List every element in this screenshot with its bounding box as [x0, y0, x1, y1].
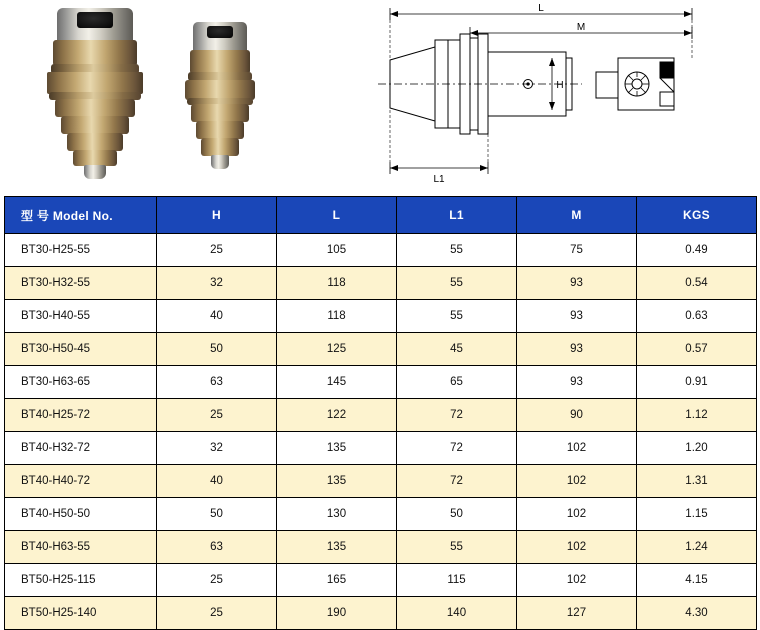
holder-taper-4 [73, 150, 117, 166]
cell-h: 40 [157, 300, 277, 333]
cell-model: BT40-H25-72 [5, 399, 157, 432]
cell-model: BT40-H50-50 [5, 498, 157, 531]
cell-l: 122 [277, 399, 397, 432]
table-row [5, 333, 757, 366]
header-l: L [277, 197, 397, 234]
cell-h: 25 [157, 234, 277, 267]
cell-model: BT40-H40-72 [5, 465, 157, 498]
cell-l: 135 [277, 531, 397, 564]
cell-kgs: 0.54 [637, 267, 757, 300]
cell-kgs: 0.91 [637, 366, 757, 399]
product-photo-small [165, 20, 275, 180]
table-header-row [5, 197, 757, 234]
cell-l: 125 [277, 333, 397, 366]
header-kgs: KGS [637, 197, 757, 234]
table-row [5, 300, 757, 333]
cell-m: 102 [517, 564, 637, 597]
cell-l: 135 [277, 465, 397, 498]
cell-h: 25 [157, 399, 277, 432]
cell-kgs: 1.20 [637, 432, 757, 465]
cell-h: 50 [157, 498, 277, 531]
cell-h: 40 [157, 465, 277, 498]
cell-model: BT50-H25-140 [5, 597, 157, 630]
spec-table-wrapper [4, 196, 756, 630]
cell-kgs: 0.49 [637, 234, 757, 267]
cell-m: 93 [517, 366, 637, 399]
cell-l1: 55 [397, 531, 517, 564]
cell-h: 32 [157, 267, 277, 300]
cell-m: 75 [517, 234, 637, 267]
cell-m: 102 [517, 498, 637, 531]
cell-l1: 65 [397, 366, 517, 399]
illustration-area [0, 0, 760, 190]
cell-model: BT30-H32-55 [5, 267, 157, 300]
cell-l: 145 [277, 366, 397, 399]
cell-m: 93 [517, 267, 637, 300]
cell-h: 50 [157, 333, 277, 366]
dim-label-H: H [556, 80, 564, 91]
holder-flange [47, 72, 143, 94]
table-row [5, 465, 757, 498]
cell-h: 63 [157, 366, 277, 399]
cutter-bore [632, 79, 642, 89]
product-photos [0, 0, 360, 190]
technical-drawing [360, 0, 760, 190]
cell-model: BT30-H40-55 [5, 300, 157, 333]
cell-l: 190 [277, 597, 397, 630]
holder2-body-upper [190, 50, 250, 74]
table-row [5, 531, 757, 564]
spec-table-body [5, 234, 757, 630]
cell-l1: 72 [397, 432, 517, 465]
holder-taper-3 [67, 133, 123, 151]
cell-l: 105 [277, 234, 397, 267]
cell-h: 63 [157, 531, 277, 564]
holder-bore-hole [77, 12, 113, 28]
cell-l1: 55 [397, 234, 517, 267]
table-row [5, 234, 757, 267]
header-m: M [517, 197, 637, 234]
holder-taper-1 [55, 99, 135, 117]
product-photo-large [30, 8, 160, 180]
cell-l1: 115 [397, 564, 517, 597]
cell-l: 135 [277, 432, 397, 465]
dim-label-L: L [538, 3, 544, 14]
cell-m: 127 [517, 597, 637, 630]
cell-m: 93 [517, 300, 637, 333]
cell-kgs: 0.57 [637, 333, 757, 366]
cell-h: 32 [157, 432, 277, 465]
table-row [5, 597, 757, 630]
dim-label-M: M [576, 22, 586, 33]
holder2-taper-1 [191, 104, 249, 122]
table-row [5, 498, 757, 531]
cell-l1: 72 [397, 465, 517, 498]
cell-model: BT30-H63-65 [5, 366, 157, 399]
holder2-taper-2 [196, 121, 244, 139]
cell-kgs: 1.31 [637, 465, 757, 498]
spec-table [4, 196, 757, 630]
holder-body-upper [53, 40, 137, 66]
table-row [5, 432, 757, 465]
cell-l1: 45 [397, 333, 517, 366]
drawing-svg [360, 0, 760, 190]
table-row [5, 399, 757, 432]
cell-l1: 72 [397, 399, 517, 432]
holder2-taper-3 [201, 138, 239, 156]
cell-kgs: 1.15 [637, 498, 757, 531]
dim-label-L1: L1 [433, 174, 445, 185]
cell-kgs: 1.12 [637, 399, 757, 432]
cell-l: 165 [277, 564, 397, 597]
cutter-insert [660, 62, 674, 78]
cell-m: 102 [517, 531, 637, 564]
header-h: H [157, 197, 277, 234]
holder-taper-2 [61, 116, 129, 134]
cell-m: 102 [517, 465, 637, 498]
holder2-bore-hole [207, 26, 233, 38]
cell-model: BT50-H25-115 [5, 564, 157, 597]
table-row [5, 267, 757, 300]
cell-l: 130 [277, 498, 397, 531]
cell-m: 90 [517, 399, 637, 432]
table-row [5, 366, 757, 399]
cell-kgs: 1.24 [637, 531, 757, 564]
header-model: 型 号 Model No. [5, 197, 157, 234]
cell-l1: 140 [397, 597, 517, 630]
holder-pull-stud [84, 165, 106, 179]
cell-model: BT40-H32-72 [5, 432, 157, 465]
spec-table-head [5, 197, 757, 234]
cell-model: BT30-H50-45 [5, 333, 157, 366]
holder2-pull-stud [211, 155, 229, 169]
cell-l1: 55 [397, 300, 517, 333]
cell-l: 118 [277, 267, 397, 300]
cell-l1: 55 [397, 267, 517, 300]
cell-model: BT30-H25-55 [5, 234, 157, 267]
cell-l1: 50 [397, 498, 517, 531]
cutter-neck [596, 72, 618, 98]
cell-h: 25 [157, 564, 277, 597]
cell-h: 25 [157, 597, 277, 630]
cell-m: 102 [517, 432, 637, 465]
cell-model: BT40-H63-55 [5, 531, 157, 564]
cell-kgs: 4.30 [637, 597, 757, 630]
header-l1: L1 [397, 197, 517, 234]
cell-kgs: 0.63 [637, 300, 757, 333]
cell-kgs: 4.15 [637, 564, 757, 597]
table-row [5, 564, 757, 597]
cell-m: 93 [517, 333, 637, 366]
cell-l: 118 [277, 300, 397, 333]
holder2-flange [185, 80, 255, 100]
